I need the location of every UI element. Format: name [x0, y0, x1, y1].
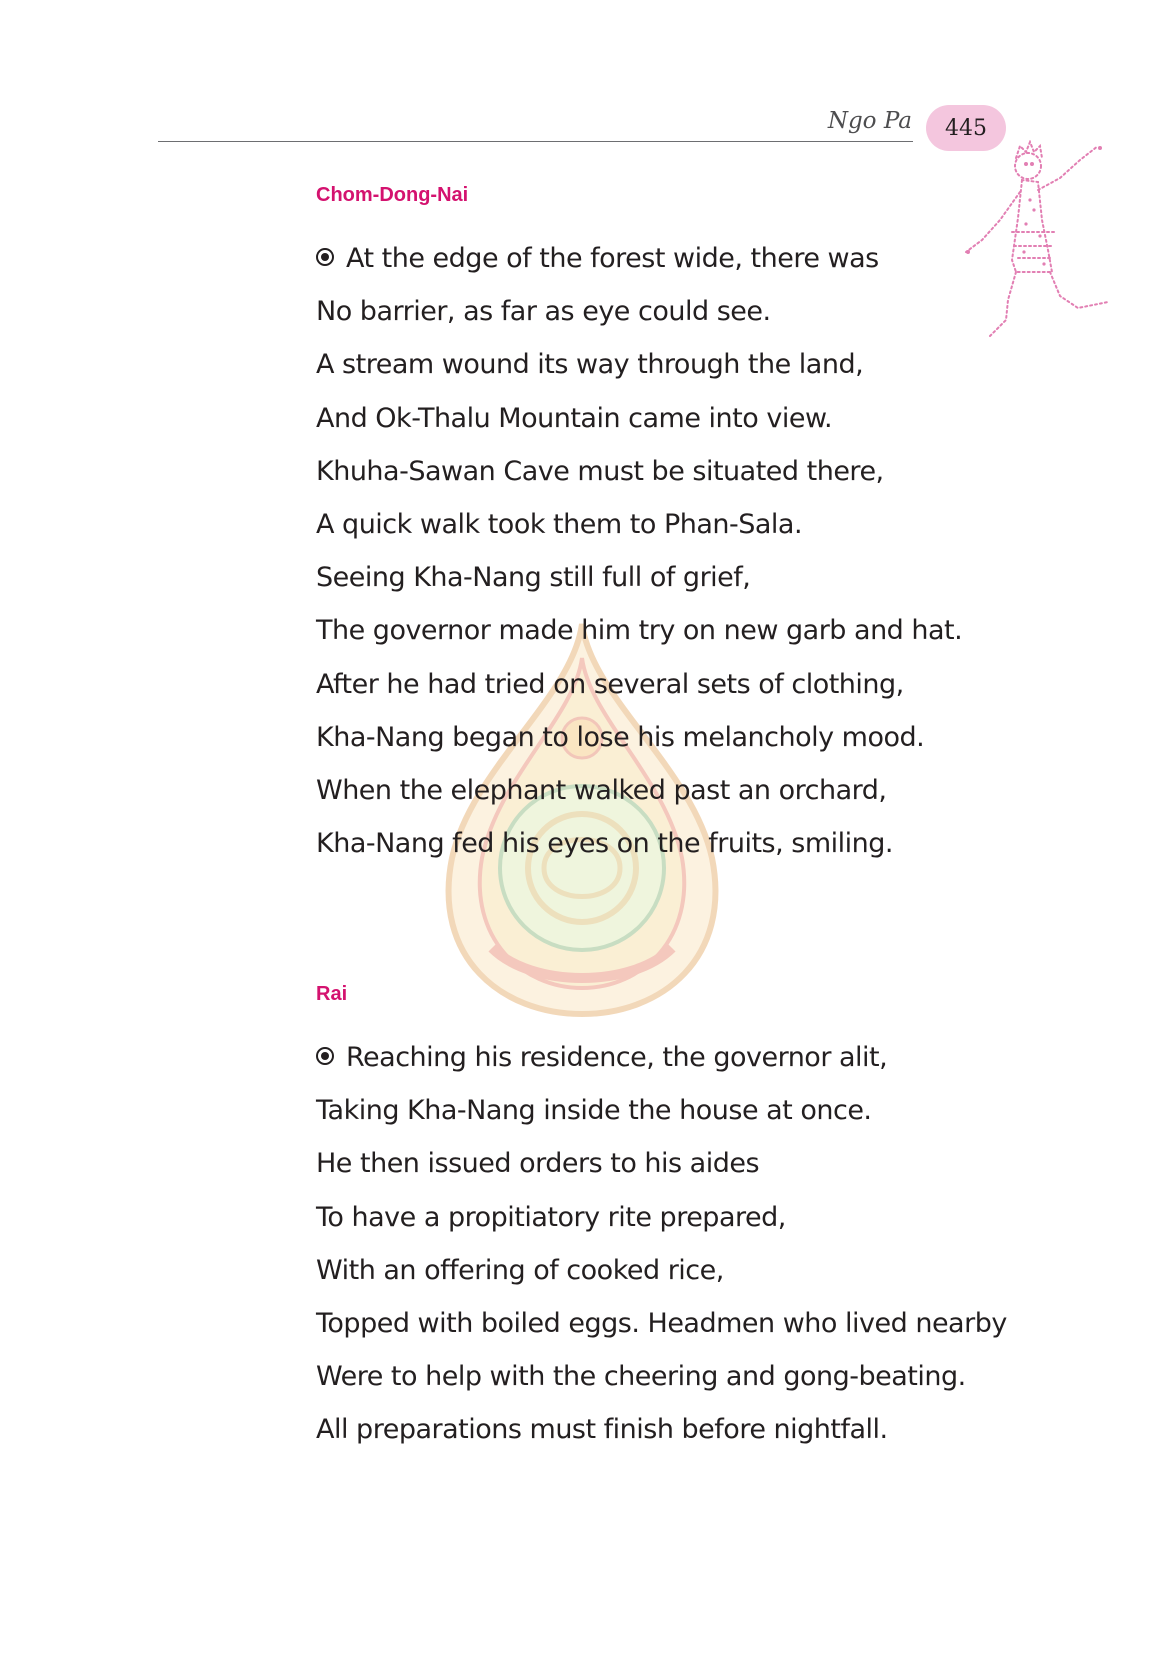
- header-rule: [158, 141, 913, 142]
- verse-line: To have a propitiatory rite prepared,: [316, 1201, 786, 1233]
- running-title: Ngo Pa: [827, 108, 912, 134]
- verse-line: And Ok-Thalu Mountain came into view.: [316, 402, 833, 434]
- verse-line: No barrier, as far as eye could see.: [316, 296, 771, 328]
- verse-line: Seeing Kha-Nang still full of grief,: [316, 562, 751, 594]
- dancer-illustration: [960, 140, 1120, 345]
- verse-line: Were to help with the cheering and gong-beating.: [316, 1361, 966, 1393]
- page-number: 445: [945, 115, 987, 141]
- verse-line: All preparations must finish before nightfall.: [316, 1414, 888, 1446]
- verse-line: At the edge of the forest wide, there was: [316, 232, 962, 285]
- verse-line: A quick walk took them to Phan-Sala.: [316, 508, 803, 540]
- verse-line: After he had tried on several sets of clothing,: [316, 668, 904, 700]
- verse-line: Kha-Nang fed his eyes on the fruits, smiling.: [316, 828, 893, 860]
- verse-list: [316, 1031, 1007, 1457]
- verse-line: Topped with boiled eggs. Headmen who lived nearby: [316, 1307, 1007, 1339]
- bullseye-icon: [316, 248, 334, 266]
- verse-line: With an offering of cooked rice,: [316, 1254, 724, 1286]
- verse-line: Reaching his residence, the governor alit,: [316, 1031, 1007, 1084]
- verse-line: The governor made him try on new garb and hat.: [316, 615, 963, 647]
- verse-line: He then issued orders to his aides: [316, 1148, 760, 1180]
- section-heading: Chom-Dong-Nai: [316, 184, 469, 206]
- verse-line: Khuha-Sawan Cave must be situated there,: [316, 455, 884, 487]
- bullseye-icon: [316, 1047, 334, 1065]
- section-heading: Rai: [316, 983, 348, 1005]
- verse-line: A stream wound its way through the land,: [316, 349, 864, 381]
- verse-line: Kha-Nang began to lose his melancholy mood.: [316, 721, 925, 753]
- verse-line: Taking Kha-Nang inside the house at once.: [316, 1095, 872, 1127]
- verse-line: When the elephant walked past an orchard,: [316, 774, 887, 806]
- verse-list: [316, 232, 962, 870]
